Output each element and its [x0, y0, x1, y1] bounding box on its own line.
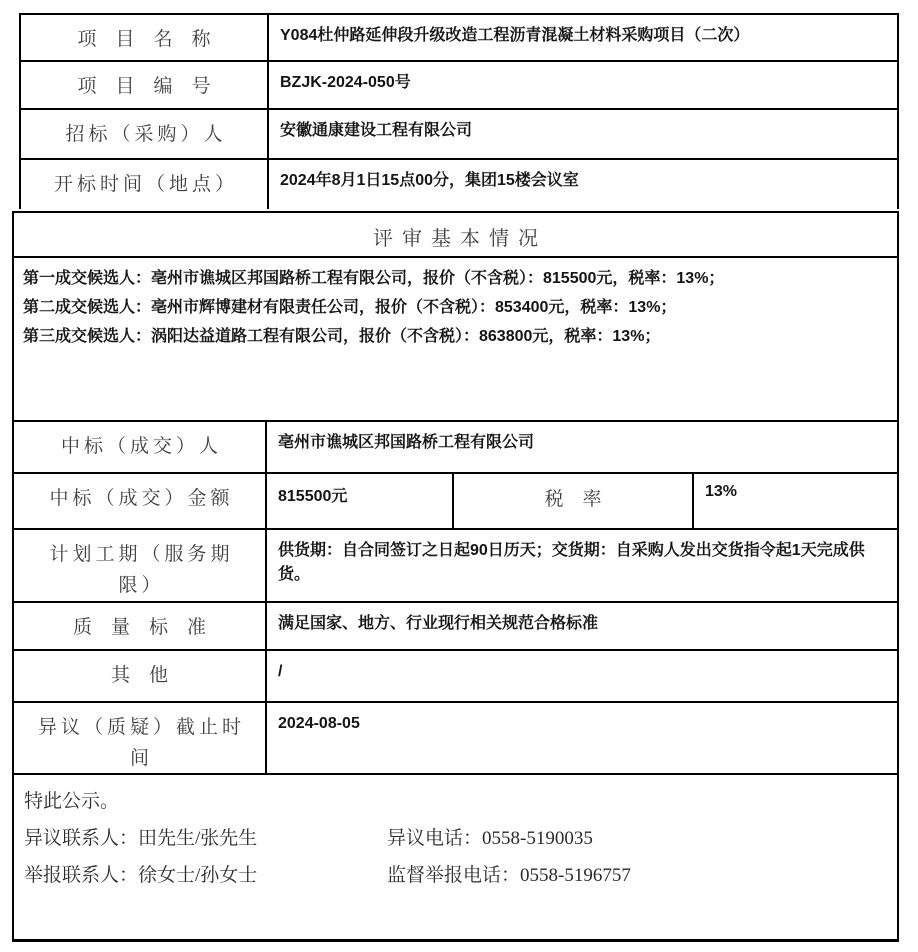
table-row-amount: [14, 474, 897, 530]
purchaser-value: 安徽通康建设工程有限公司: [280, 122, 473, 139]
bid-opening-label-cell: [21, 160, 269, 209]
purchaser-label-cell: [21, 110, 269, 158]
table-row-project-number: [21, 62, 897, 110]
evaluation-table: [12, 211, 899, 942]
candidate-line-1: 第一成交候选人：亳州市谯城区邦国路桥工程有限公司，报价（不含税）：815500元，税率：13%；: [23, 270, 725, 287]
period-label-cell: [14, 530, 267, 601]
winner-label-cell: [14, 422, 267, 472]
candidates-block: [14, 258, 897, 422]
notice-footer: [14, 775, 897, 939]
winner-label: 中标（成交）人: [60, 436, 222, 457]
deadline-value: 2024-08-05: [278, 715, 360, 732]
other-label-cell: [14, 651, 267, 701]
project-number-label-cell: [21, 62, 269, 108]
deadline-label-cell: [14, 703, 267, 773]
tax-rate-value: 13%: [705, 483, 738, 500]
tax-rate-label: 税率: [544, 489, 621, 510]
report-phone: 监督举报电话：0558-5196757: [387, 865, 631, 886]
candidate-line-2: 第二成交候选人：亳州市辉博建材有限责任公司，报价（不含税）：853400元，税率：13%；: [23, 299, 677, 316]
quality-label-cell: [14, 603, 267, 649]
bid-opening-label: 开标时间（地点）: [53, 174, 238, 195]
table-row-purchaser: [21, 110, 897, 160]
report-contact-row: [24, 861, 885, 891]
quality-label: 质量标准: [72, 617, 225, 638]
review-header-row: [14, 213, 897, 258]
candidate-line-3: 第三成交候选人：涡阳达益道路工程有限公司，报价（不含税）：863800元，税率：13%；: [23, 328, 661, 345]
table-row-deadline: [14, 703, 897, 775]
other-value: /: [278, 663, 283, 680]
period-value: 供货期：自合同签订之日起90日历天；交货期：自采购人发出交货指令起1天完成供货。: [278, 542, 865, 583]
project-name-value: Y084杜仲路延伸段升级改造工程沥青混凝土材料采购项目（二次）: [280, 27, 750, 44]
tax-rate-label-cell: [454, 474, 694, 528]
review-header: 评审基本情况: [373, 228, 547, 250]
bid-opening-value: 2024年8月1日15点00分，集团15楼会议室: [280, 172, 579, 189]
other-label: 其他: [110, 665, 187, 686]
table-row-bid-opening: [21, 160, 897, 209]
amount-label-cell: [14, 474, 267, 528]
project-number-label: 项目编号: [77, 76, 230, 97]
report-contact: 举报联系人：徐女士/孙女士: [24, 865, 258, 886]
purchaser-label: 招标（采购）人: [65, 124, 227, 145]
amount-value: 815500元: [267, 474, 454, 528]
objection-contact: 异议联系人：田先生/张先生: [24, 828, 258, 849]
quality-value: 满足国家、地方、行业现行相关规范合格标准: [278, 615, 599, 632]
winner-value: 亳州市谯城区邦国路桥工程有限公司: [278, 434, 535, 451]
table-row-quality: [14, 603, 897, 651]
objection-phone: 异议电话：0558-5190035: [387, 828, 593, 849]
table-row-period: [14, 530, 897, 603]
project-number-value: BZJK-2024-050号: [280, 74, 411, 91]
project-info-table: [19, 13, 899, 209]
table-row-project-name: [21, 15, 897, 62]
notice-statement: 特此公示。: [24, 791, 120, 812]
deadline-label: 异议（质疑）截止时间: [37, 717, 245, 769]
project-name-label-cell: [21, 15, 269, 60]
table-row-other: [14, 651, 897, 703]
project-name-label: 项目名称: [77, 29, 230, 50]
period-label: 计划工期（服务期限）: [49, 544, 234, 596]
amount-label: 中标（成交）金额: [49, 488, 234, 509]
objection-contact-row: [24, 824, 885, 854]
table-row-winner: [14, 422, 897, 474]
